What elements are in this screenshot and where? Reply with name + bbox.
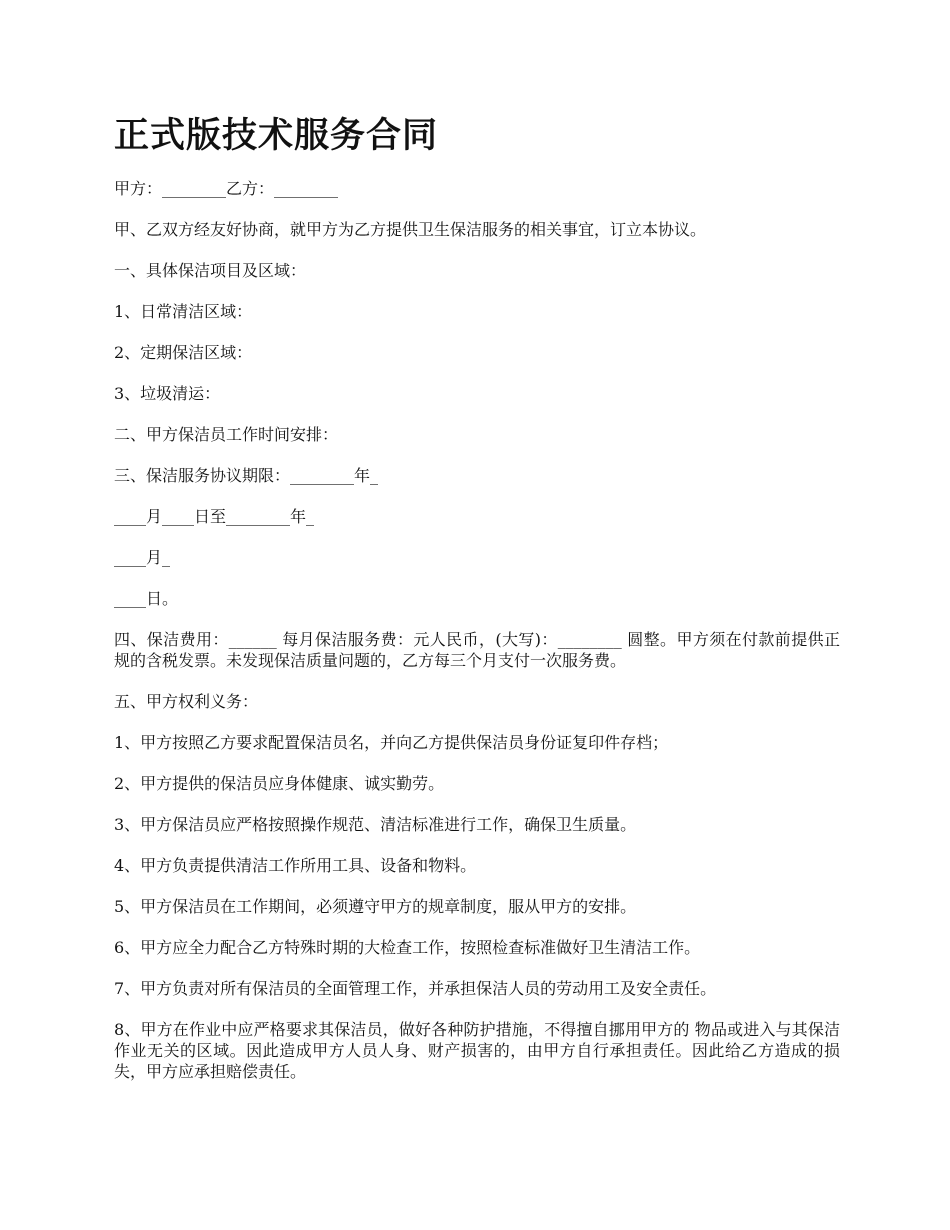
section-1-item-3: 3、垃圾清运： [114, 384, 221, 403]
section-3-heading: 三、保洁服务协议期限：________年_ [114, 466, 379, 485]
section-5-item-8: 8、甲方在作业中应严格要求其保洁员，做好各种防护措施，不得擅自挪用甲方的 物品或进入与其保洁作业无关的区域。因此造成甲方人员人身、财产损害的，由甲方自行承担责任。因此给乙方造成的损失，甲方应承担赔偿责任。 [114, 1020, 840, 1081]
section-4-fees: 四、保洁费用：______ 每月保洁服务费：元人民币，(大写)：________ 圆整。甲方须在付款前提供正规的含税发票。未发现保洁质量问题的，乙方每三个月支付一次服务费。 [114, 630, 840, 670]
section-5-heading: 五、甲方权利义务： [114, 692, 259, 711]
section-5-item-2: 2、甲方提供的保洁员应身体健康、诚实勤劳。 [114, 774, 445, 793]
term-line-4: ____日。 [114, 589, 179, 608]
parties-line: 甲方：________乙方：________ [114, 179, 339, 198]
section-1-item-1: 1、日常清洁区域： [114, 302, 253, 321]
term-line-3: ____月_ [114, 548, 171, 567]
document-page [114, 112, 840, 1102]
section-1-item-2: 2、定期保洁区域： [114, 343, 253, 362]
intro-paragraph: 甲、乙双方经友好协商，就甲方为乙方提供卫生保洁服务的相关事宜，订立本协议。 [114, 220, 707, 239]
section-5-item-1: 1、甲方按照乙方要求配置保洁员名，并向乙方提供保洁员身份证复印件存档； [114, 733, 669, 752]
section-5-item-5: 5、甲方保洁员在工作期间，必须遵守甲方的规章制度，服从甲方的安排。 [114, 897, 637, 916]
section-2-heading: 二、甲方保洁员工作时间安排： [114, 425, 339, 444]
section-1-heading: 一、具体保洁项目及区域： [114, 261, 307, 280]
section-5-item-7: 7、甲方负责对所有保洁员的全面管理工作，并承担保洁人员的劳动用工及安全责任。 [114, 979, 717, 998]
document-title: 正式版技术服务合同 [114, 115, 439, 156]
section-5-item-4: 4、甲方负责提供清洁工作所用工具、设备和物料。 [114, 856, 477, 875]
section-5-item-3: 3、甲方保洁员应严格按照操作规范、清洁标准进行工作，确保卫生质量。 [114, 815, 637, 834]
term-line-2: ____月____日至________年_ [114, 507, 315, 526]
section-5-item-6: 6、甲方应全力配合乙方特殊时期的大检查工作，按照检查标准做好卫生清洁工作。 [114, 938, 701, 957]
